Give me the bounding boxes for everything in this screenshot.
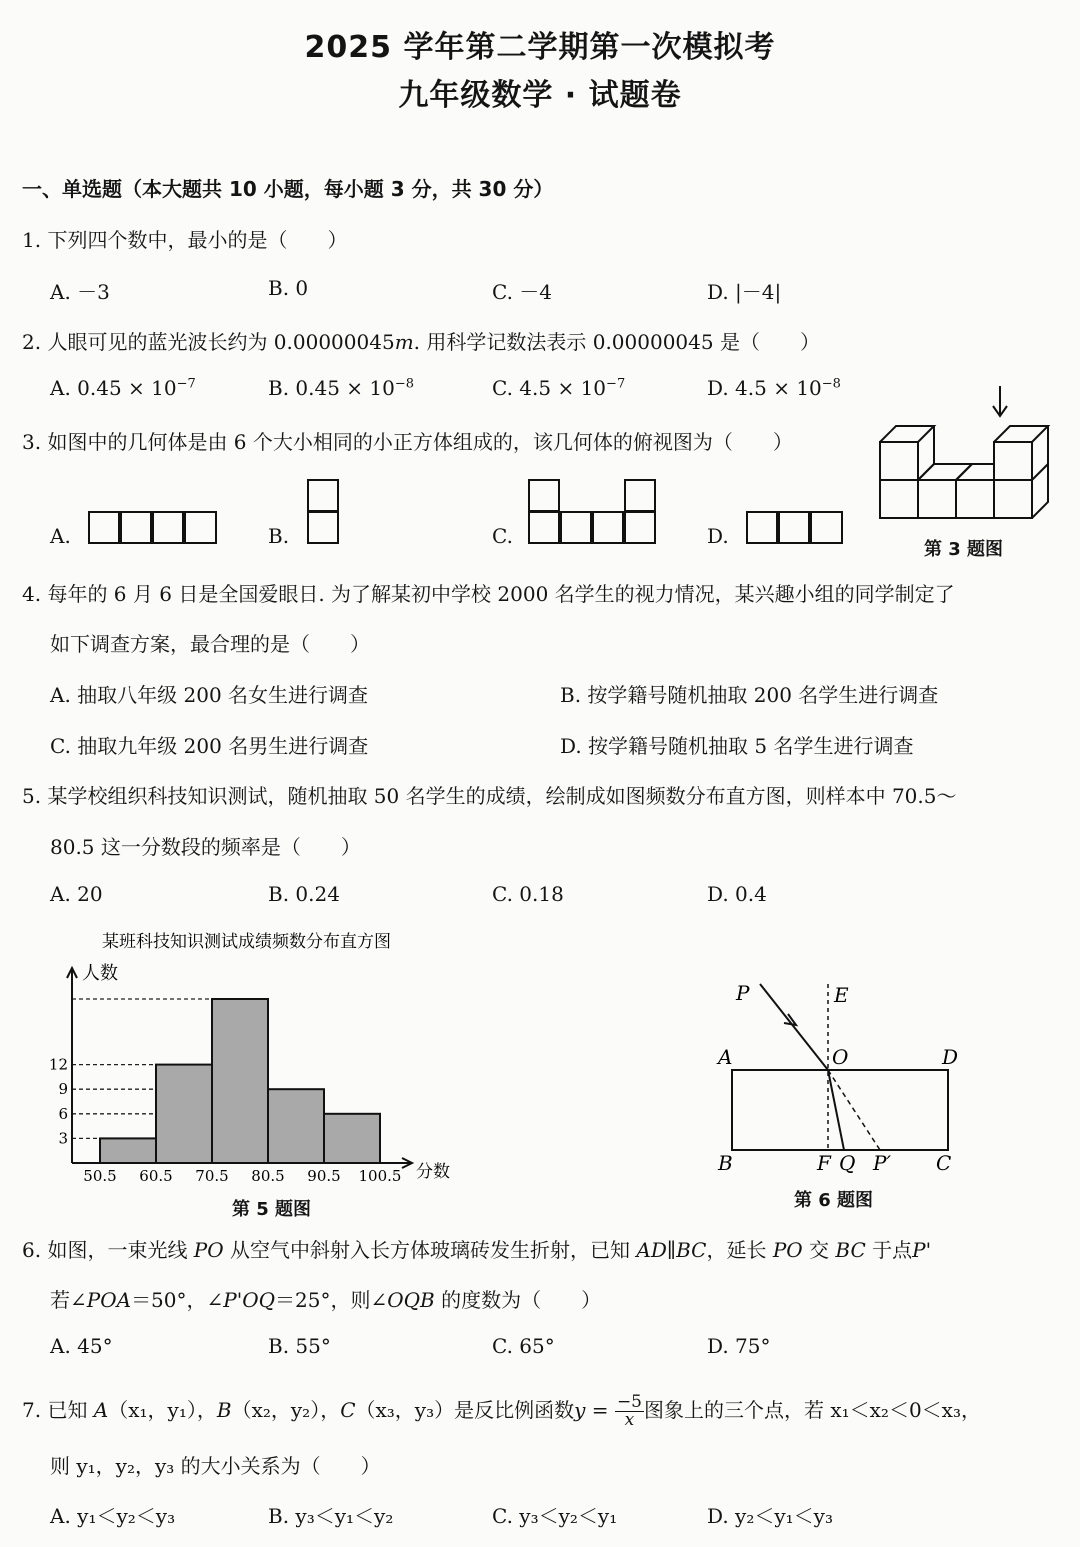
q5-option-c: C. 0.18 bbox=[492, 882, 564, 906]
cube-mid2-bottom bbox=[956, 480, 994, 518]
q7-func-y: y bbox=[574, 1398, 586, 1422]
q7-fraction bbox=[615, 1394, 644, 1429]
q2-option-a-exp: −7 bbox=[176, 376, 196, 392]
q7-option-c: C. y₃＜y₂＜y₁ bbox=[492, 1504, 618, 1528]
cube-right-top bbox=[994, 442, 1032, 480]
exam-subtitle: 九年级数学 · 试题卷 bbox=[398, 78, 682, 113]
q3-option-a-label: A. bbox=[50, 524, 71, 548]
histogram-bar-4 bbox=[268, 1089, 324, 1163]
q3-option-d-label: D. bbox=[707, 524, 729, 548]
q7-point-c-coords: （x₃，y₃） bbox=[355, 1398, 455, 1422]
x-tick-label-50.5: 50.5 bbox=[83, 1167, 117, 1185]
q2-option-b-exp: −8 bbox=[394, 376, 415, 392]
q7-point-c: C bbox=[340, 1398, 356, 1422]
label-p-prime: P′ bbox=[873, 1151, 891, 1175]
q3-solid-figure bbox=[872, 384, 1062, 524]
q4-option-a: A. 抽取八年级 200 名女生进行调查 bbox=[50, 683, 369, 707]
q6-option-a: A. 45° bbox=[50, 1334, 113, 1358]
q7-option-b: B. y₃＜y₁＜y₂ bbox=[268, 1504, 394, 1528]
cube-mid1-bottom bbox=[918, 480, 956, 518]
y-tick-label-12: 12 bbox=[48, 1055, 68, 1074]
q1-stem: 1. 下列四个数中，最小的是（ ） bbox=[22, 228, 348, 252]
label-d: D bbox=[942, 1045, 959, 1069]
q2-option-d-exp: −8 bbox=[821, 376, 841, 392]
cube-right-bottom bbox=[994, 480, 1032, 518]
label-a: A bbox=[718, 1045, 733, 1069]
y-tick-label-9: 9 bbox=[58, 1080, 68, 1099]
q6-option-b: B. 55° bbox=[268, 1334, 331, 1358]
q2-stem-part2: . 用科学记数法表示 0.00000045 是（ ） bbox=[413, 330, 820, 354]
q6-text-7: ＝50°，∠ bbox=[131, 1288, 224, 1312]
cube-left-bottom bbox=[880, 480, 918, 518]
q5-option-a: A. 20 bbox=[50, 882, 103, 906]
q1-option-a: A. －3 bbox=[50, 280, 110, 304]
q7-fraction-den: x bbox=[624, 1410, 635, 1430]
x-tick-label-90.5: 90.5 bbox=[307, 1167, 341, 1185]
q7-text-3: 图象上的三个点，若 x₁＜x₂＜0＜x₃， bbox=[644, 1398, 981, 1422]
q6-text-2: 从空气中斜射入长方体玻璃砖发生折射，已知 bbox=[223, 1238, 637, 1262]
q7-fraction-num: −5 bbox=[616, 1392, 642, 1412]
q6-poq: P'OQ bbox=[223, 1288, 276, 1312]
q6-text-4: 交 bbox=[802, 1238, 836, 1262]
q5-option-d: D. 0.4 bbox=[707, 882, 767, 906]
x-tick-label-70.5: 70.5 bbox=[195, 1167, 229, 1185]
label-b: B bbox=[718, 1151, 733, 1175]
label-p: P bbox=[736, 981, 750, 1005]
x-axis-label: 分数 bbox=[416, 1162, 450, 1182]
q6-oqb: OQB bbox=[387, 1288, 435, 1312]
q5-figure-caption: 第 5 题图 bbox=[232, 1199, 312, 1220]
q6-poa: POA bbox=[86, 1288, 132, 1312]
q6-bc: BC bbox=[835, 1238, 866, 1262]
q7-func-eq: = bbox=[585, 1398, 615, 1422]
q1-option-c: C. －4 bbox=[492, 280, 553, 304]
q7-stem-line1 bbox=[22, 1394, 981, 1429]
q6-po-2: PO bbox=[772, 1238, 803, 1262]
q1-option-b: B. 0 bbox=[268, 276, 309, 300]
q4-stem-line1: 4. 每年的 6 月 6 日是全国爱眼日. 为了解某初中学校 2000 名学生的视力情况，某兴趣小组的同学制定了 bbox=[22, 582, 955, 606]
q4-option-c: C. 抽取九年级 200 名男生进行调查 bbox=[50, 734, 369, 758]
q1-option-d: D. |－4| bbox=[707, 280, 782, 304]
x-tick-label-60.5: 60.5 bbox=[139, 1167, 173, 1185]
q6-text-5: 于点 bbox=[865, 1238, 913, 1262]
histogram-bar-5 bbox=[324, 1114, 380, 1163]
q5-option-b: B. 0.24 bbox=[268, 882, 340, 906]
q2-option-d-label: D. 4.5 × 10 bbox=[707, 376, 822, 400]
section-heading: 一、单选题（本大题共 10 小题，每小题 3 分，共 30 分） bbox=[22, 177, 554, 201]
q7-option-a: A. y₁＜y₂＜y₃ bbox=[50, 1504, 176, 1528]
cube-left-top bbox=[880, 442, 918, 480]
q6-text-6: 若∠ bbox=[50, 1288, 87, 1312]
y-axis-label: 人数 bbox=[82, 963, 118, 984]
q7-option-d: D. y₂＜y₁＜y₃ bbox=[707, 1504, 833, 1528]
x-tick-label-100.5: 100.5 bbox=[358, 1167, 402, 1185]
q5-stem-line1: 5. 某学校组织科技知识测试，随机抽取 50 名学生的成绩，绘制成如图频数分布直方图，则样本中 70.5～ bbox=[22, 784, 957, 808]
q2-option-c bbox=[492, 376, 625, 400]
q7-point-a-coords: （x₁，y₁）， bbox=[108, 1398, 217, 1422]
q4-stem-line2: 如下调查方案，最合理的是（ ） bbox=[50, 632, 370, 656]
exam-title: 2025 学年第二学期第一次模拟考 bbox=[304, 30, 776, 65]
q7-stem-line2: 则 y₁，y₂，y₃ 的大小关系为（ ） bbox=[50, 1454, 381, 1478]
q6-refraction-figure bbox=[700, 978, 990, 1178]
histogram-bar-1 bbox=[100, 1138, 156, 1163]
q5-stem-line2: 80.5 这一分数段的频率是（ ） bbox=[50, 835, 361, 859]
q7-point-a: A bbox=[93, 1398, 109, 1422]
q2-option-a bbox=[50, 376, 196, 400]
histogram-bar-2 bbox=[156, 1065, 212, 1163]
label-q: Q bbox=[839, 1151, 856, 1175]
q7-text-1: 7. 已知 bbox=[22, 1398, 94, 1422]
label-f: F bbox=[817, 1151, 831, 1175]
label-e: E bbox=[834, 983, 849, 1007]
y-tick-label-3: 3 bbox=[58, 1129, 68, 1148]
label-c: C bbox=[936, 1151, 952, 1175]
x-tick-label-80.5: 80.5 bbox=[251, 1167, 285, 1185]
y-tick-label-6: 6 bbox=[58, 1104, 68, 1123]
q6-option-d: D. 75° bbox=[707, 1334, 771, 1358]
q6-text-3: ，延长 bbox=[706, 1238, 773, 1262]
histogram-title: 某班科技知识测试成绩频数分布直方图 bbox=[102, 932, 391, 952]
q6-stem-line1 bbox=[22, 1234, 931, 1263]
q3-stem: 3. 如图中的几何体是由 6 个大小相同的小正方体组成的，该几何体的俯视图为（ ） bbox=[22, 430, 793, 454]
q2-option-b-label: B. 0.45 × 10 bbox=[268, 376, 395, 400]
q6-text-8: ＝25°，则∠ bbox=[275, 1288, 388, 1312]
q3-option-c-label: C. bbox=[492, 524, 513, 548]
q5-histogram bbox=[40, 925, 480, 1190]
q2-option-b bbox=[268, 376, 414, 400]
histogram-bar-3 bbox=[212, 999, 268, 1163]
q6-option-c: C. 65° bbox=[492, 1334, 555, 1358]
q6-po: PO bbox=[193, 1238, 224, 1262]
q3-option-b-label: B. bbox=[268, 524, 290, 548]
q7-point-b-coords: （x₂，y₂）， bbox=[231, 1398, 341, 1422]
q2-stem-part1: 2. 人眼可见的蓝光波长约为 0.00000045 bbox=[22, 330, 395, 354]
q7-point-b: B bbox=[216, 1398, 232, 1422]
q3-figure-caption: 第 3 题图 bbox=[924, 539, 1004, 560]
refracted-ray-oq bbox=[828, 1070, 844, 1150]
q2-option-c-label: C. 4.5 × 10 bbox=[492, 376, 607, 400]
q7-text-2: 是反比例函数 bbox=[454, 1398, 575, 1422]
q6-text-1: 6. 如图，一束光线 bbox=[22, 1238, 194, 1262]
q6-text-9: 的度数为（ ） bbox=[434, 1288, 602, 1312]
label-o: O bbox=[832, 1045, 849, 1069]
incident-ray-po bbox=[760, 984, 828, 1070]
q2-option-a-label: A. 0.45 × 10 bbox=[50, 376, 177, 400]
q6-pprime: P' bbox=[912, 1238, 932, 1262]
q6-stem-line2 bbox=[50, 1284, 601, 1313]
q2-option-d bbox=[707, 376, 841, 400]
q6-parallel: AD∥BC bbox=[636, 1238, 707, 1262]
q4-option-d: D. 按学籍号随机抽取 5 名学生进行调查 bbox=[560, 734, 914, 758]
q2-stem bbox=[22, 326, 820, 355]
q6-figure-caption: 第 6 题图 bbox=[794, 1190, 874, 1211]
q2-option-c-exp: −7 bbox=[606, 376, 626, 392]
glass-brick-rect bbox=[732, 1070, 948, 1150]
q4-option-b: B. 按学籍号随机抽取 200 名学生进行调查 bbox=[560, 683, 939, 707]
q2-stem-unit: m bbox=[394, 330, 414, 354]
